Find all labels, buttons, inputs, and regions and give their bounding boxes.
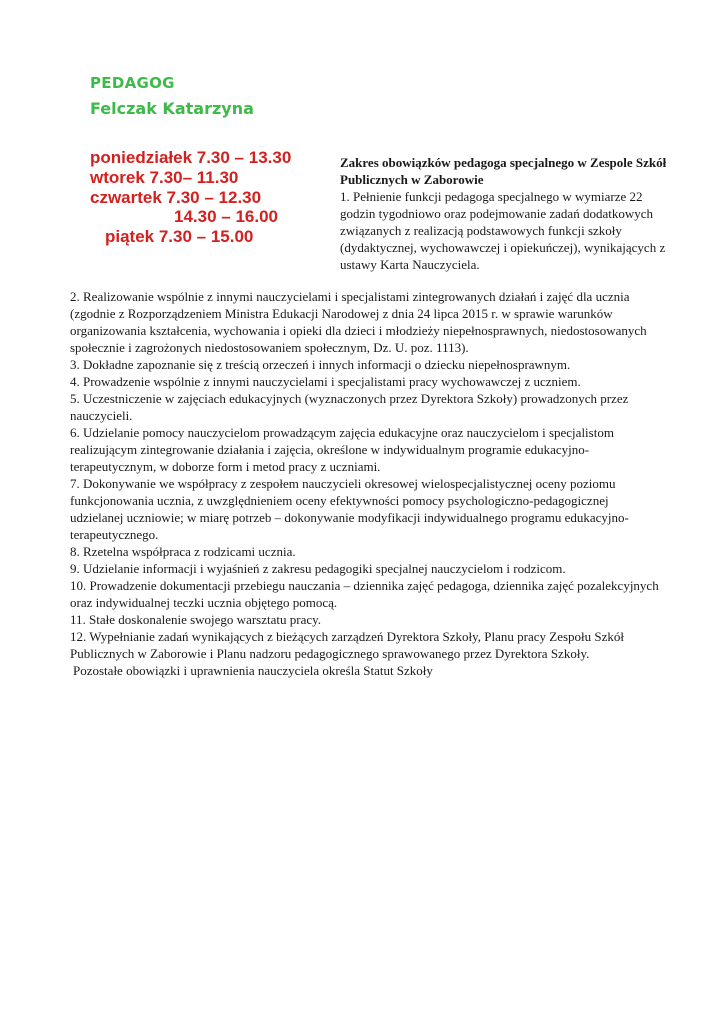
document-heading: Zakres obowiązków pedagoga specjalnego w Zespole Szkół Publicznych w Zaborowie [340,155,667,187]
duty-item-10: 10. Prowadzenie dokumentacji przebiegu nauczania – dziennika zajęć pedagoga, dziennika zajęć pozalekcyjnych oraz indywidualnej teczki ucznia objętego pomocą. [70,578,659,610]
duty-item-4: 4. Prowadzenie wspólnie z innymi nauczycielami i specjalistami pracy wychowawczej z uczniem. [70,374,581,389]
duty-item-1: 1. Pełnienie funkcji pedagoga specjalnego w wymiarze 22 godzin tygodniowo oraz podejmowanie zadań dodatkowych związanych z realizacją podstawowych funkcji szkoły (dydaktycznej, wychowawczej i opiekuńczej), wynikających z ustawy Karta Nauczyciela. [340,189,666,272]
duties-list [70,288,660,679]
teacher-name: Felczak Katarzyna [90,99,254,118]
hours-tuesday: wtorek 7.30– 11.30 [90,168,239,187]
duty-item-12: 12. Wypełnianie zadań wynikających z bieżących zarządzeń Dyrektora Szkoły, Planu pracy Zespołu Szkół Publicznych w Zaborowie i Planu nadzoru pedagogicznego sprawowanego przez Dyrektora Szkoły. [70,629,625,661]
duty-item-11: 11. Stałe doskonalenie swojego warsztatu pracy. [70,612,322,627]
hours-thursday-afternoon: 14.30 – 16.00 [174,207,278,226]
duty-item-6: 6. Udzielanie pomocy nauczycielom prowadzącym zajęcia edukacyjne oraz nauczycielom i specjalistom realizującym zintegrowanie działania i zajęcia, określone w indywidualnym programie edukacyjno- terapeutycznym, w doborze form i metod pracy z uczniami. [70,425,614,474]
duty-item-5: 5. Uczestniczenie w zajęciach edukacyjnych (wyznaczonych przez Dyrektora Szkoły) prowadzonych przez nauczycieli. [70,391,629,423]
role-label: PEDAGOG [90,74,175,92]
hours-monday: poniedziałek 7.30 – 13.30 [90,148,292,167]
duty-item-9: 9. Udzielanie informacji i wyjaśnień z zakresu pedagogiki specjalnej nauczycielom i rodzicom. [70,561,566,576]
hours-friday: piątek 7.30 – 15.00 [105,227,254,246]
hours-thursday: czwartek 7.30 – 12.30 [90,188,262,207]
duty-item-2: 2. Realizowanie wspólnie z innymi nauczycielami i specjalistami zintegrowanych działań i zajęć dla ucznia (zgodnie z Rozporządzeniem Ministra Edukacji Narodowej z dnia 24 lipca 2015 r. w sprawie warunków organizowania kształcenia, wychowania i opieki dla dzieci i młodzieży niepełnosprawnych, niedostosowanych społecznie i zagrożonych niedostosowaniem społecznym, Dz. U. poz. 1113). [70,289,647,355]
duty-item-3: 3. Dokładne zapoznanie się z treścią orzeczeń i innych informacji o dziecku niepełnosprawnym. [70,357,571,372]
duty-item-7: 7. Dokonywanie we współpracy z zespołem nauczycieli okresowej wielospecjalistycznej oceny poziomu funkcjonowania ucznia, z uwzględnieniem oceny efektywności pomocy psychologiczno-pedagogicznej udzielanej uczniowie; w miarę potrzeb – dokonywanie modyfikacji indywidualnego programu edukacyjno-terapeutycznego. [70,476,629,542]
closing-statement: Pozostałe obowiązki i uprawnienia nauczyciela określa Statut Szkoły [73,663,433,678]
duty-item-8: 8. Rzetelna współpraca z rodzicami ucznia. [70,544,296,559]
heading-block [340,154,670,273]
schedule-image [84,64,334,264]
